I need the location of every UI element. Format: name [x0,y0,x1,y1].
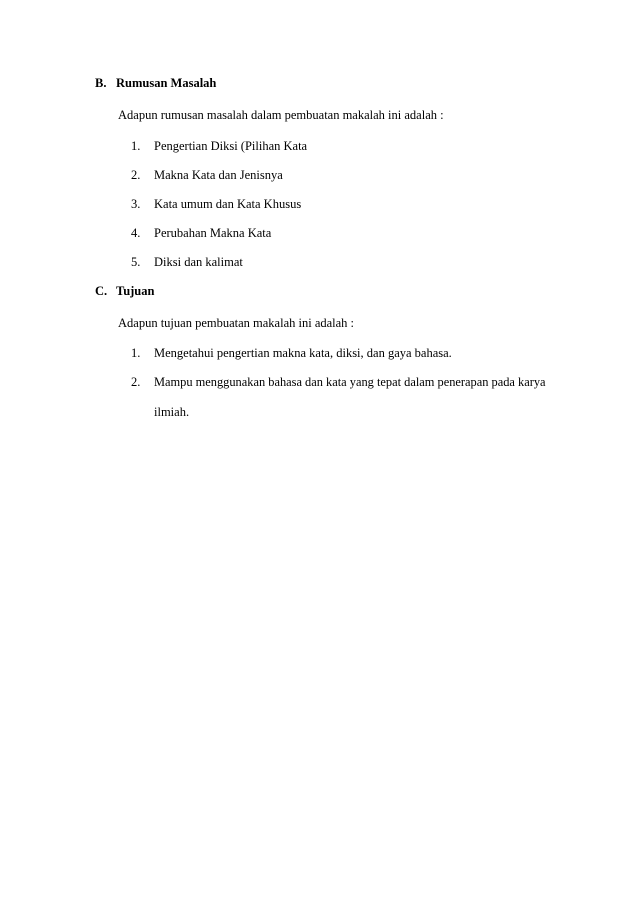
list-item-number: 4. [131,226,141,240]
list-item: Perubahan Makna Kata [154,226,272,240]
list-item: Pengertian Diksi (Pilihan Kata [154,139,308,153]
list-item: Diksi dan kalimat [154,255,243,269]
list-item: Mampu menggunakan bahasa dan kata yang tepat dalam penerapan pada karya [154,375,546,389]
section-c-label: C. [95,284,108,298]
list-item-number: 3. [131,197,141,211]
list-item: Makna Kata dan Jenisnya [154,168,283,182]
list-item: Kata umum dan Kata Khusus [154,197,302,211]
section-c-title: Tujuan [116,284,155,298]
section-c-intro: Adapun tujuan pembuatan makalah ini adalah : [118,316,355,330]
list-item-number: 2. [131,375,141,389]
list-item-number: 1. [131,139,141,153]
list-item-number: 2. [131,168,141,182]
section-b-title: Rumusan Masalah [116,76,217,90]
section-b-label: B. [95,76,107,90]
list-item-number: 5. [131,255,141,269]
section-b-intro: Adapun rumusan masalah dalam pembuatan makalah ini adalah : [118,108,444,122]
list-item-continuation: ilmiah. [154,405,190,419]
list-item: Mengetahui pengertian makna kata, diksi, dan gaya bahasa. [154,346,452,360]
list-item-number: 1. [131,346,141,360]
